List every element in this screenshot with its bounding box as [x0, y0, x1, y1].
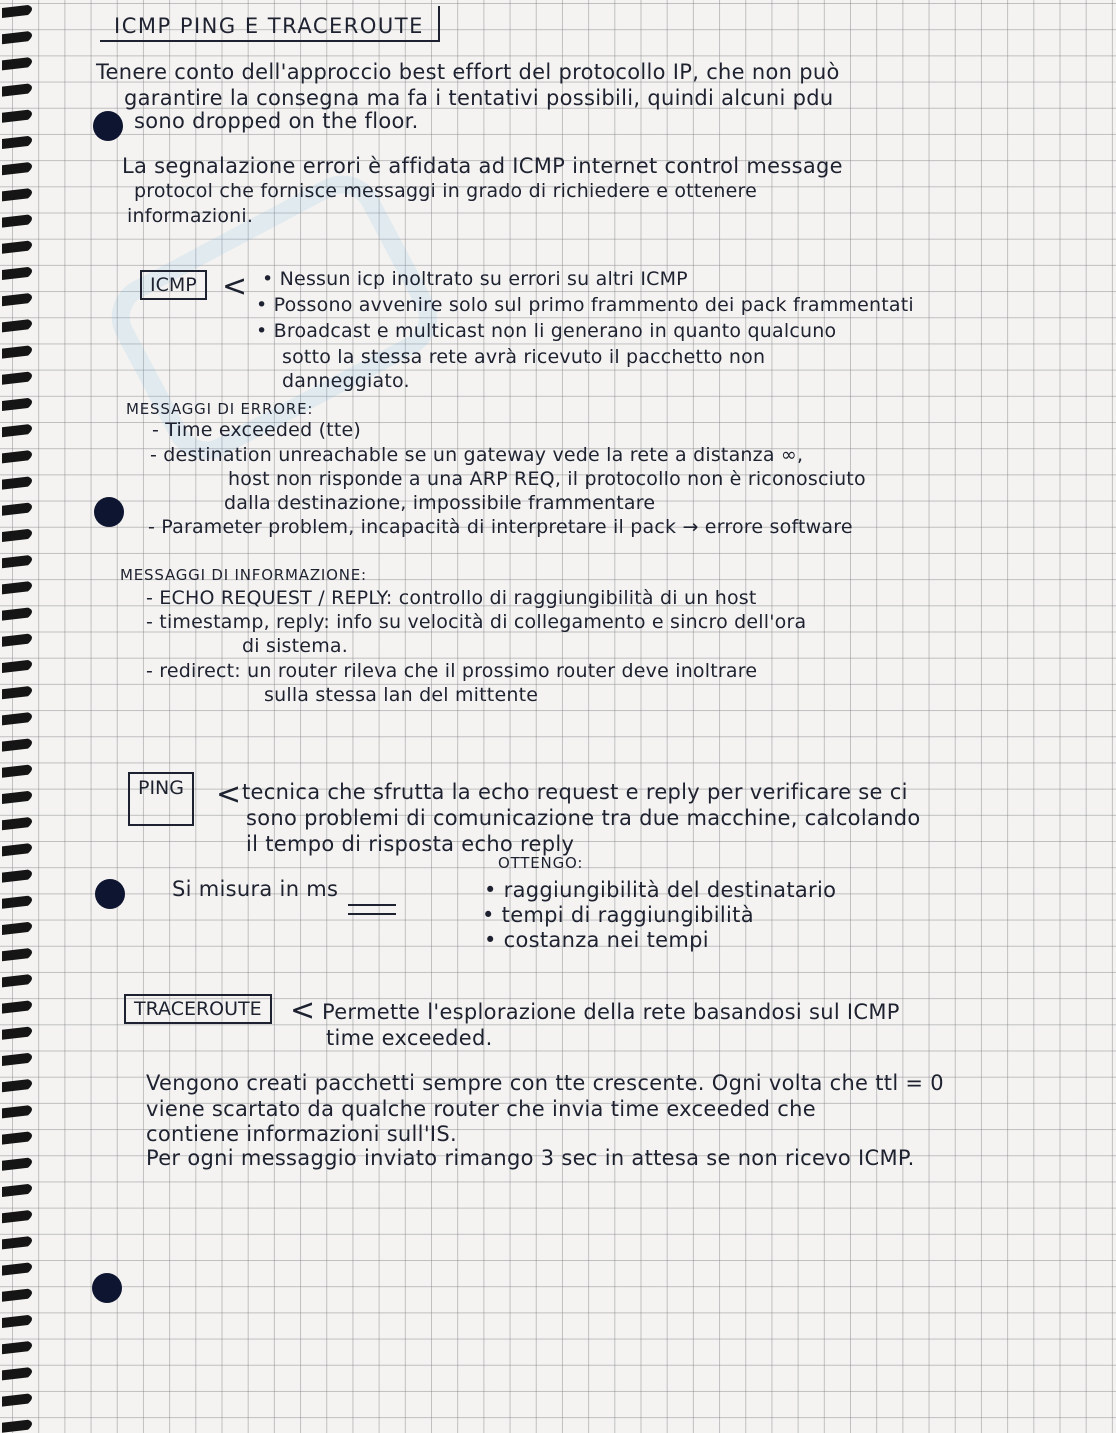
spiral-coil [2, 31, 32, 44]
spiral-coil [2, 974, 32, 987]
spiral-coil [2, 948, 32, 961]
punch-hole [94, 497, 124, 527]
brace-icon: < [290, 993, 316, 1028]
spiral-coil [2, 1210, 32, 1223]
segnalazione-line-3: informazioni. [127, 205, 254, 227]
spiral-coil [2, 555, 32, 568]
spiral-coil [2, 319, 32, 332]
spiral-coil [2, 896, 32, 909]
segnalazione-line-1: La segnalazione errori è affidata ad ICMP internet control message [122, 154, 843, 178]
spiral-coil [2, 1001, 32, 1014]
punch-hole [95, 879, 125, 909]
spiral-coil [2, 1132, 32, 1145]
informazione-item-2-cont: di sistema. [242, 635, 348, 657]
spiral-coil [2, 241, 32, 254]
spiral-coil [2, 372, 32, 385]
spiral-coil [2, 686, 32, 699]
spiral-coil [2, 1367, 32, 1380]
ping-line-3: il tempo di risposta echo reply [246, 832, 575, 856]
errore-item-2-cont: host non risponde a una ARP REQ, il protocollo non è riconosciuto [228, 468, 866, 490]
spiral-coil [2, 293, 32, 306]
spiral-coil [2, 477, 32, 490]
intro-line-3: sono dropped on the floor. [134, 109, 419, 133]
spiral-coil [2, 608, 32, 621]
punch-hole [92, 1273, 122, 1303]
errore-item-2-cont2: dalla destinazione, impossibile frammentare [224, 492, 656, 514]
errore-item-1: - Time exceeded (tte) [152, 419, 361, 441]
traceroute-para-2: viene scartato da qualche router che invia time exceeded che [146, 1097, 816, 1121]
spiral-coil [2, 922, 32, 935]
ping-line-1: tecnica che sfrutta la echo request e reply per verificare se ci [242, 780, 908, 804]
icmp-bullet-2: • Possono avvenire solo sul primo frammento dei pack frammentati [256, 294, 914, 316]
errore-heading: MESSAGGI DI ERRORE: [126, 400, 314, 418]
spiral-coil [2, 660, 32, 673]
spiral-coil [2, 84, 32, 97]
traceroute-para-4: Per ogni messaggio inviato rimango 3 sec in attesa se non ricevo ICMP. [146, 1146, 915, 1170]
spiral-coil [2, 1289, 32, 1302]
ping-ottengo: OTTENGO: [498, 854, 584, 872]
spiral-coil [2, 162, 32, 175]
double-underline [348, 904, 396, 915]
icmp-bullet-3: • Broadcast e multicast non li generano in quanto qualcuno [256, 320, 837, 342]
spiral-coil [2, 398, 32, 411]
spiral-coil [2, 57, 32, 70]
spiral-coil [2, 1341, 32, 1354]
spiral-coil [2, 817, 32, 830]
spiral-coil [2, 136, 32, 149]
ping-ottengo-1: • raggiungibilità del destinatario [484, 878, 837, 902]
intro-line-1: Tenere conto dell'approccio best effort del protocollo IP, che non può [96, 60, 840, 84]
icmp-label-box: ICMP [140, 270, 207, 300]
segnalazione-line-2: protocol che fornisce messaggi in grado di richiedere e ottenere [134, 180, 757, 202]
spiral-coil [2, 1105, 32, 1118]
page-title: ICMP PING E TRACEROUTE [100, 6, 440, 42]
brace-icon: < [216, 777, 242, 812]
icmp-bullet-1: • Nessun icp inoltrato su errori su altri ICMP [262, 268, 688, 290]
errore-item-3: - Parameter problem, incapacità di interpretare il pack → errore software [148, 516, 853, 538]
spiral-coil [2, 503, 32, 516]
spiral-coil [2, 1184, 32, 1197]
spiral-coil [2, 1236, 32, 1249]
punch-hole [93, 111, 123, 141]
spiral-coil [2, 1420, 32, 1433]
traceroute-para-1: Vengono creati pacchetti sempre con tte crescente. Ogni volta che ttl = 0 [146, 1071, 944, 1095]
traceroute-label-box: TRACEROUTE [124, 994, 272, 1024]
brace-icon: < [222, 269, 248, 304]
spiral-coil [2, 1158, 32, 1171]
spiral-coil [2, 215, 32, 228]
icmp-bullet-3-cont2: danneggiato. [282, 370, 410, 392]
informazione-item-2: - timestamp, reply: info su velocità di collegamento e sincro dell'ora [146, 611, 807, 633]
spiral-coil [2, 450, 32, 463]
spiral-coil [2, 739, 32, 752]
spiral-coil [2, 529, 32, 542]
spiral-coil [2, 581, 32, 594]
ping-line-2: sono problemi di comunicazione tra due macchine, calcolando [246, 806, 921, 830]
spiral-coil [2, 1027, 32, 1040]
errore-item-2: - destination unreachable se un gateway vede la rete a distanza ∞, [150, 444, 804, 466]
spiral-binding [0, 0, 40, 1433]
traceroute-line-1: Permette l'esplorazione della rete basandosi sul ICMP [322, 1000, 900, 1024]
informazione-item-3: - redirect: un router rileva che il prossimo router deve inoltrare [146, 660, 758, 682]
informazione-heading: MESSAGGI DI INFORMAZIONE: [120, 566, 367, 584]
spiral-coil [2, 843, 32, 856]
traceroute-line-2: time exceeded. [326, 1026, 493, 1050]
informazione-item-1: - ECHO REQUEST / REPLY: controllo di raggiungibilità di un host [146, 587, 757, 609]
spiral-coil [2, 1394, 32, 1407]
spiral-coil [2, 267, 32, 280]
ping-misura: Si misura in ms [172, 877, 339, 901]
spiral-coil [2, 110, 32, 123]
spiral-coil [2, 634, 32, 647]
spiral-coil [2, 346, 32, 359]
spiral-coil [2, 870, 32, 883]
traceroute-para-3: contiene informazioni sull'IS. [146, 1122, 457, 1146]
spiral-coil [2, 1263, 32, 1276]
spiral-coil [2, 424, 32, 437]
informazione-item-3-cont: sulla stessa lan del mittente [264, 684, 539, 706]
spiral-coil [2, 5, 32, 18]
spiral-coil [2, 1053, 32, 1066]
icmp-bullet-3-cont: sotto la stessa rete avrà ricevuto il pacchetto non [282, 346, 766, 368]
spiral-coil [2, 1315, 32, 1328]
ping-ottengo-3: • costanza nei tempi [484, 928, 709, 952]
spiral-coil [2, 712, 32, 725]
ping-label-box: PING [128, 772, 194, 826]
spiral-coil [2, 1079, 32, 1092]
spiral-coil [2, 765, 32, 778]
intro-line-2: garantire la consegna ma fa i tentativi possibili, quindi alcuni pdu [124, 86, 834, 110]
ping-ottengo-2: • tempi di raggiungibilità [482, 903, 754, 927]
spiral-coil [2, 188, 32, 201]
spiral-coil [2, 791, 32, 804]
